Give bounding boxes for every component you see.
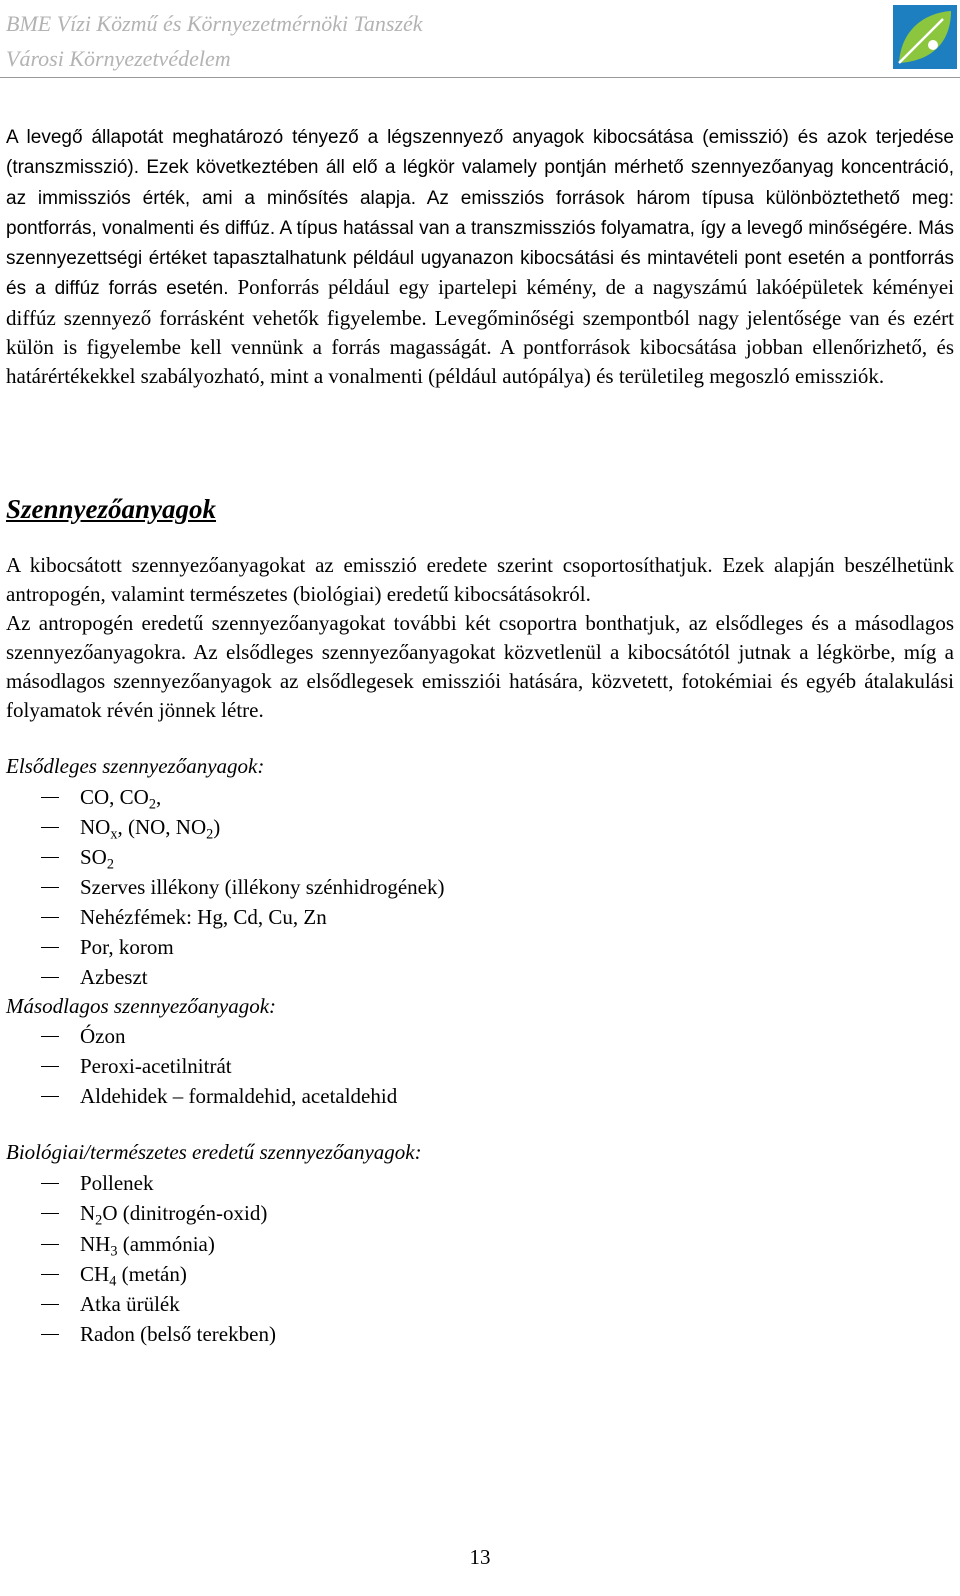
list-item: Ózon [0, 1021, 700, 1051]
section-body [6, 551, 954, 725]
intro-paragraph [6, 122, 954, 392]
list-item: Atka ürülék [0, 1289, 700, 1319]
section-paragraph-1: A kibocsátott szennyezőanyagokat az emisszió eredete szerint csoportosíthatjuk. Ezek alapján beszélhetünk antropogén, valamint természetes (biológiai) eredetű kibocsátásokról. [6, 553, 954, 606]
primary-pollutants-title: Elsődleges szennyezőanyagok: [6, 754, 265, 778]
list-item: CO, $CO_2$, [0, 782, 700, 812]
department-leaf-logo-icon [893, 5, 957, 69]
secondary-pollutants-title: Másodlagos szennyezőanyagok: [6, 994, 277, 1018]
list-item: Pollenek [0, 1168, 700, 1198]
list-item: Nehézfémek: Hg, Cd, Cu, Zn [0, 902, 700, 932]
list-item: $CH_4$ (metán) [0, 1259, 700, 1289]
page-header [0, 0, 960, 80]
biological-pollutants-title: Biológiai/természetes eredetű szennyezőanyagok: [6, 1140, 422, 1164]
intro-text-part2: Ponforrás például egy ipartelepi kémény, de a nagyszámú lakóépületek kéményei diffúz szennyező forrásként vehetők figyelembe. Levegőminőségi szempontból nagy jelentősége van és ezért külön is figyelembe kell vennünk a forrás magasságát. A pontforrások kibocsátása jobban ellenőrizhető, és határértékekkel szabályozható, mint a vonalmenti (például autópálya) és területileg megoszló emissziók. [6, 275, 954, 389]
list-item: Radon (belső terekben) [0, 1319, 700, 1349]
list-item: Aldehidek – formaldehid, acetaldehid [0, 1081, 700, 1111]
intro-text-part1: A levegő állapotát meghatározó tényező a légszennyező anyagok kibocsátása (emisszió) és azok terjedése (transzmisszió). Ezek következtében áll elő a légkör valamely pontján mérhető szennyezőanyag koncentráció, az immissziós érték, ami a minősítés alapja. Az emissziós források három típusa különböztethető meg: pontforrás, vonalmenti és diffúz. A típus hatással van a transzmissziós folyamatra, így a levegő minőségére. Más szennyezettségi értéket tapasztalhatunk például ugyanazon kibocsátási és mintavételi pont esetén a pontforrás és a diffúz forrás esetén. [6, 127, 954, 300]
header-divider [0, 77, 960, 78]
list-item: $SO_2$ [0, 842, 700, 872]
page-number: 13 [469, 1545, 491, 1569]
list-item: $NH_3$ (ammónia) [0, 1229, 700, 1259]
header-department-name: BME Vízi Közmű és Környezetmérnöki Tanszék [6, 11, 423, 36]
section-paragraph-2: Az antropogén eredetű szennyezőanyagokat további két csoportra bonthatjuk, az elsődleges és a másodlagos szennyezőanyagokra. Az elsődleges szennyezőanyagokat közvetlenül a kibocsátótól jutnak a légkörbe, míg a másodlagos szennyezőanyagok az elsődlegesek emissziói hatására, közvetett, fotokémiai és egyéb átalakulási folyamatok révén jönnek létre. [6, 611, 954, 722]
header-course-name: Városi Környezetvédelem [6, 46, 231, 71]
list-item: Azbeszt [0, 962, 700, 992]
list-item: Por, korom [0, 932, 700, 962]
list-item: Peroxi-acetilnitrát [0, 1051, 700, 1081]
list-item: $N_2O$ (dinitrogén-oxid) [0, 1198, 700, 1228]
list-item: $NO_x$, (NO, $NO_2$) [0, 812, 700, 842]
section-heading: Szennyezőanyagok [6, 494, 217, 524]
list-item: Szerves illékony (illékony szénhidrogének) [0, 872, 700, 902]
